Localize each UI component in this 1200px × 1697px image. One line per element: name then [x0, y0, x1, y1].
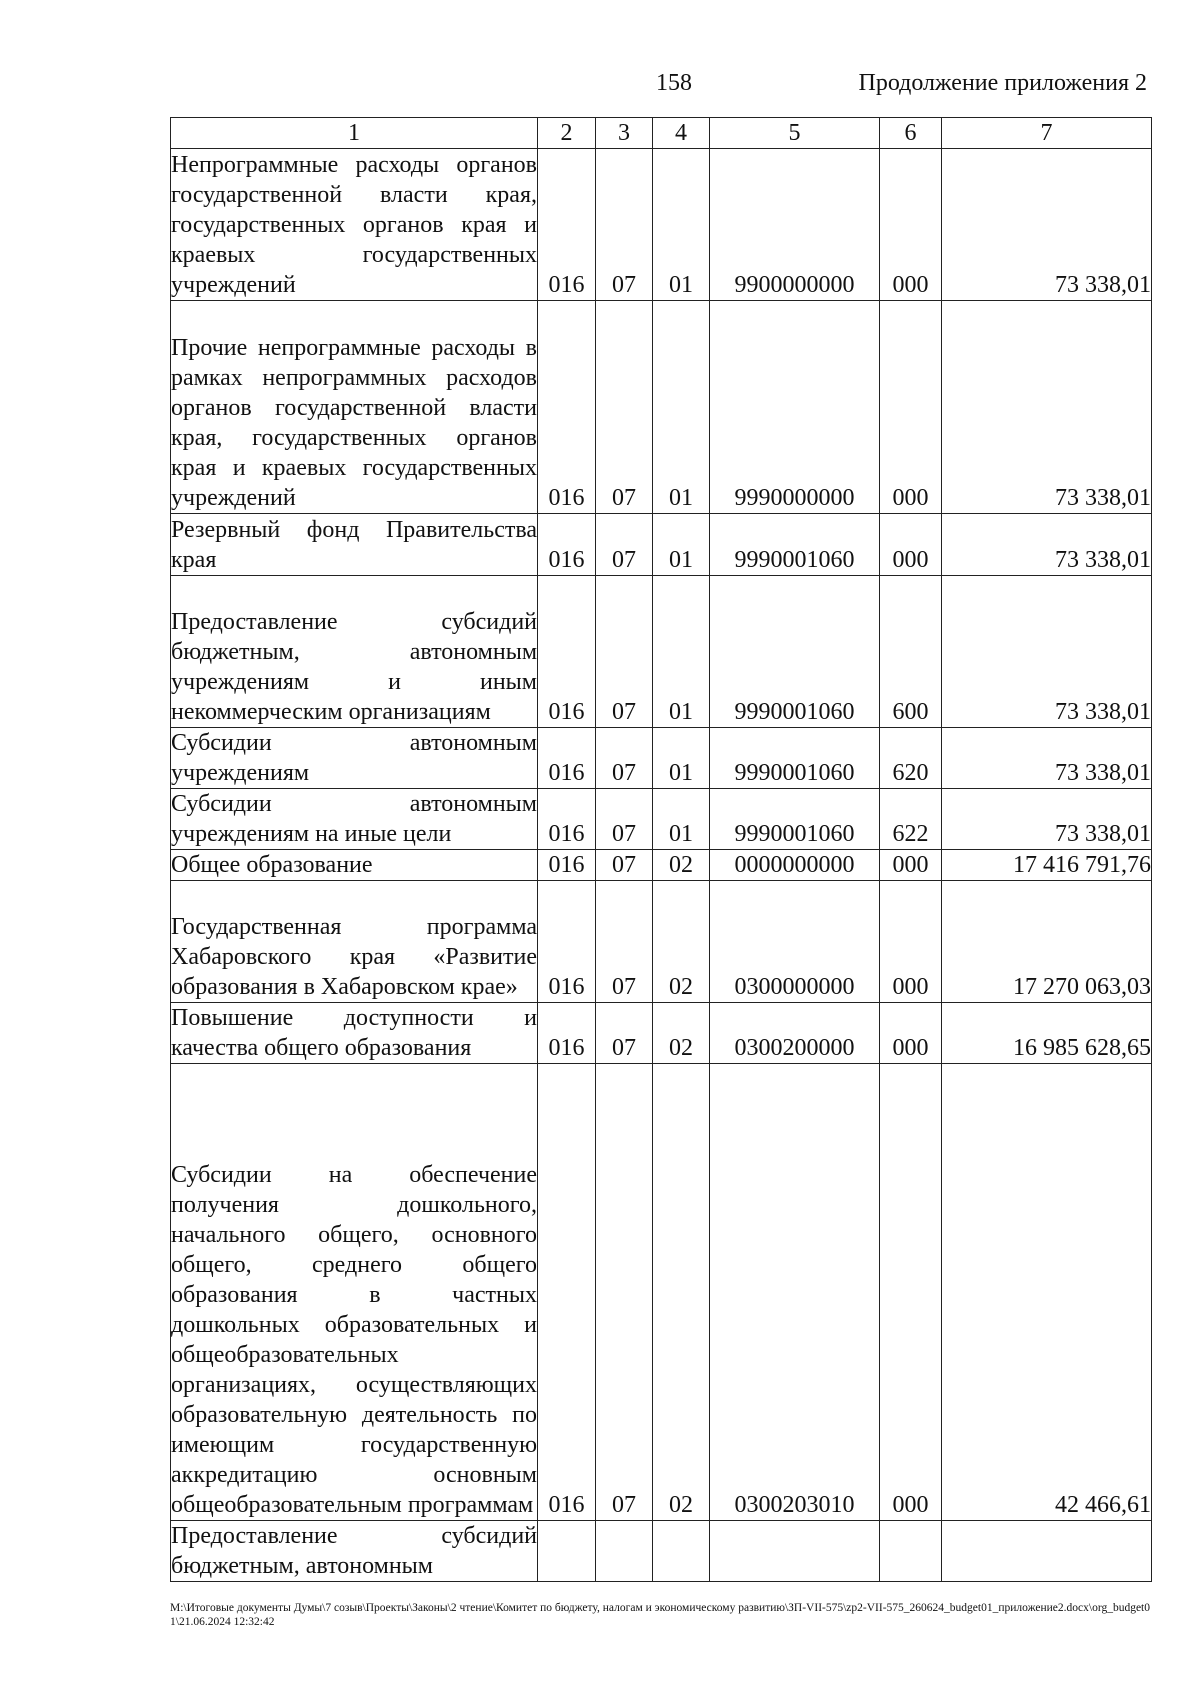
subsection-code: 01 [653, 514, 710, 576]
section-code: 07 [596, 301, 653, 514]
table-row [171, 514, 1152, 576]
ministry-code [538, 1521, 596, 1582]
section-code: 07 [596, 1064, 653, 1521]
target-article-code: 9990001060 [710, 576, 880, 728]
ministry-code: 016 [538, 789, 596, 850]
column-header: 1 [171, 118, 538, 149]
ministry-code: 016 [538, 1003, 596, 1064]
expense-type-code: 622 [880, 789, 942, 850]
expense-name: Субсидии автономным учреждениям [171, 728, 538, 789]
section-code [596, 1521, 653, 1582]
amount: 73 338,01 [942, 789, 1152, 850]
amount: 73 338,01 [942, 301, 1152, 514]
target-article-code: 9990001060 [710, 514, 880, 576]
table-row [171, 1521, 1152, 1582]
column-number-row [171, 118, 1152, 149]
section-code: 07 [596, 850, 653, 881]
target-article-code: 9990001060 [710, 728, 880, 789]
expense-name: Резервный фонд Правительства края [171, 514, 538, 576]
expense-name: Предоставление субсидий бюджетным, автономным учреждениям и иным некоммерческим организациям [171, 576, 538, 728]
ministry-code: 016 [538, 728, 596, 789]
section-code: 07 [596, 728, 653, 789]
table-row [171, 850, 1152, 881]
column-header: 7 [942, 118, 1152, 149]
amount: 42 466,61 [942, 1064, 1152, 1521]
target-article-code: 0000000000 [710, 850, 880, 881]
subsection-code: 02 [653, 1003, 710, 1064]
subsection-code [653, 1521, 710, 1582]
section-code: 07 [596, 576, 653, 728]
target-article-code: 9990000000 [710, 301, 880, 514]
amount: 73 338,01 [942, 728, 1152, 789]
table-row [171, 301, 1152, 514]
target-article-code: 0300200000 [710, 1003, 880, 1064]
expense-type-code: 000 [880, 881, 942, 1003]
amount: 17 270 063,03 [942, 881, 1152, 1003]
amount: 73 338,01 [942, 514, 1152, 576]
section-code: 07 [596, 514, 653, 576]
section-code: 07 [596, 149, 653, 301]
budget-table [170, 117, 1152, 1582]
subsection-code: 02 [653, 881, 710, 1003]
expense-type-code: 620 [880, 728, 942, 789]
ministry-code: 016 [538, 850, 596, 881]
expense-type-code: 000 [880, 1064, 942, 1521]
target-article-code [710, 1521, 880, 1582]
ministry-code: 016 [538, 149, 596, 301]
expense-type-code [880, 1521, 942, 1582]
column-header: 6 [880, 118, 942, 149]
target-article-code: 0300203010 [710, 1064, 880, 1521]
expense-name: Субсидии автономным учреждениям на иные цели [171, 789, 538, 850]
expense-name: Общее образование [171, 850, 538, 881]
expense-type-code: 000 [880, 850, 942, 881]
continuation-heading: Продолжение приложения 2 [858, 70, 1147, 96]
column-header: 5 [710, 118, 880, 149]
amount [942, 1521, 1152, 1582]
expense-name: Повышение доступности и качества общего образования [171, 1003, 538, 1064]
amount: 73 338,01 [942, 149, 1152, 301]
expense-name: Государственная программа Хабаровского края «Развитие образования в Хабаровском крае» [171, 881, 538, 1003]
ministry-code: 016 [538, 1064, 596, 1521]
file-path-footer: M:\Итоговые документы Думы\7 созыв\Проекты\Законы\2 чтение\Комитет по бюджету, налогам и экономическому развитию\ЗП-VII-575\zp2-VII-575_260624_budget01_приложение2.docx\org_budget01\21.06.2024 12:32:42 [170, 1602, 1150, 1628]
table-row [171, 149, 1152, 301]
section-code: 07 [596, 1003, 653, 1064]
ministry-code: 016 [538, 881, 596, 1003]
subsection-code: 02 [653, 1064, 710, 1521]
subsection-code: 01 [653, 728, 710, 789]
expense-type-code: 000 [880, 149, 942, 301]
expense-name: Непрограммные расходы органов государственной власти края, государственных органов края и краевых государственных учреждений [171, 149, 538, 301]
subsection-code: 01 [653, 149, 710, 301]
table-row [171, 789, 1152, 850]
expense-name: Прочие непрограммные расходы в рамках непрограммных расходов органов государственной власти края, государственных органов края и краевых государственных учреждений [171, 301, 538, 514]
table-row [171, 1003, 1152, 1064]
page-number: 158 [656, 70, 692, 96]
target-article-code: 0300000000 [710, 881, 880, 1003]
target-article-code: 9990001060 [710, 789, 880, 850]
table-row [171, 1064, 1152, 1521]
expense-name: Субсидии на обеспечение получения дошкольного, начального общего, основного общего, среднего общего образования в частных дошкольных образовательных и общеобразовательных организациях, осуществляющих образовательную деятельность по имеющим государственную аккредитацию основным общеобразовательным программам [171, 1064, 538, 1521]
column-header: 4 [653, 118, 710, 149]
section-code: 07 [596, 881, 653, 1003]
subsection-code: 01 [653, 301, 710, 514]
ministry-code: 016 [538, 301, 596, 514]
table-row [171, 728, 1152, 789]
amount: 17 416 791,76 [942, 850, 1152, 881]
subsection-code: 01 [653, 576, 710, 728]
table-row [171, 881, 1152, 1003]
subsection-code: 02 [653, 850, 710, 881]
subsection-code: 01 [653, 789, 710, 850]
amount: 73 338,01 [942, 576, 1152, 728]
amount: 16 985 628,65 [942, 1003, 1152, 1064]
ministry-code: 016 [538, 576, 596, 728]
column-header: 3 [596, 118, 653, 149]
expense-type-code: 000 [880, 301, 942, 514]
expense-name: Предоставление субсидий бюджетным, автономным [171, 1521, 538, 1582]
section-code: 07 [596, 789, 653, 850]
expense-type-code: 000 [880, 514, 942, 576]
expense-type-code: 600 [880, 576, 942, 728]
expense-type-code: 000 [880, 1003, 942, 1064]
target-article-code: 9900000000 [710, 149, 880, 301]
ministry-code: 016 [538, 514, 596, 576]
table-row [171, 576, 1152, 728]
column-header: 2 [538, 118, 596, 149]
